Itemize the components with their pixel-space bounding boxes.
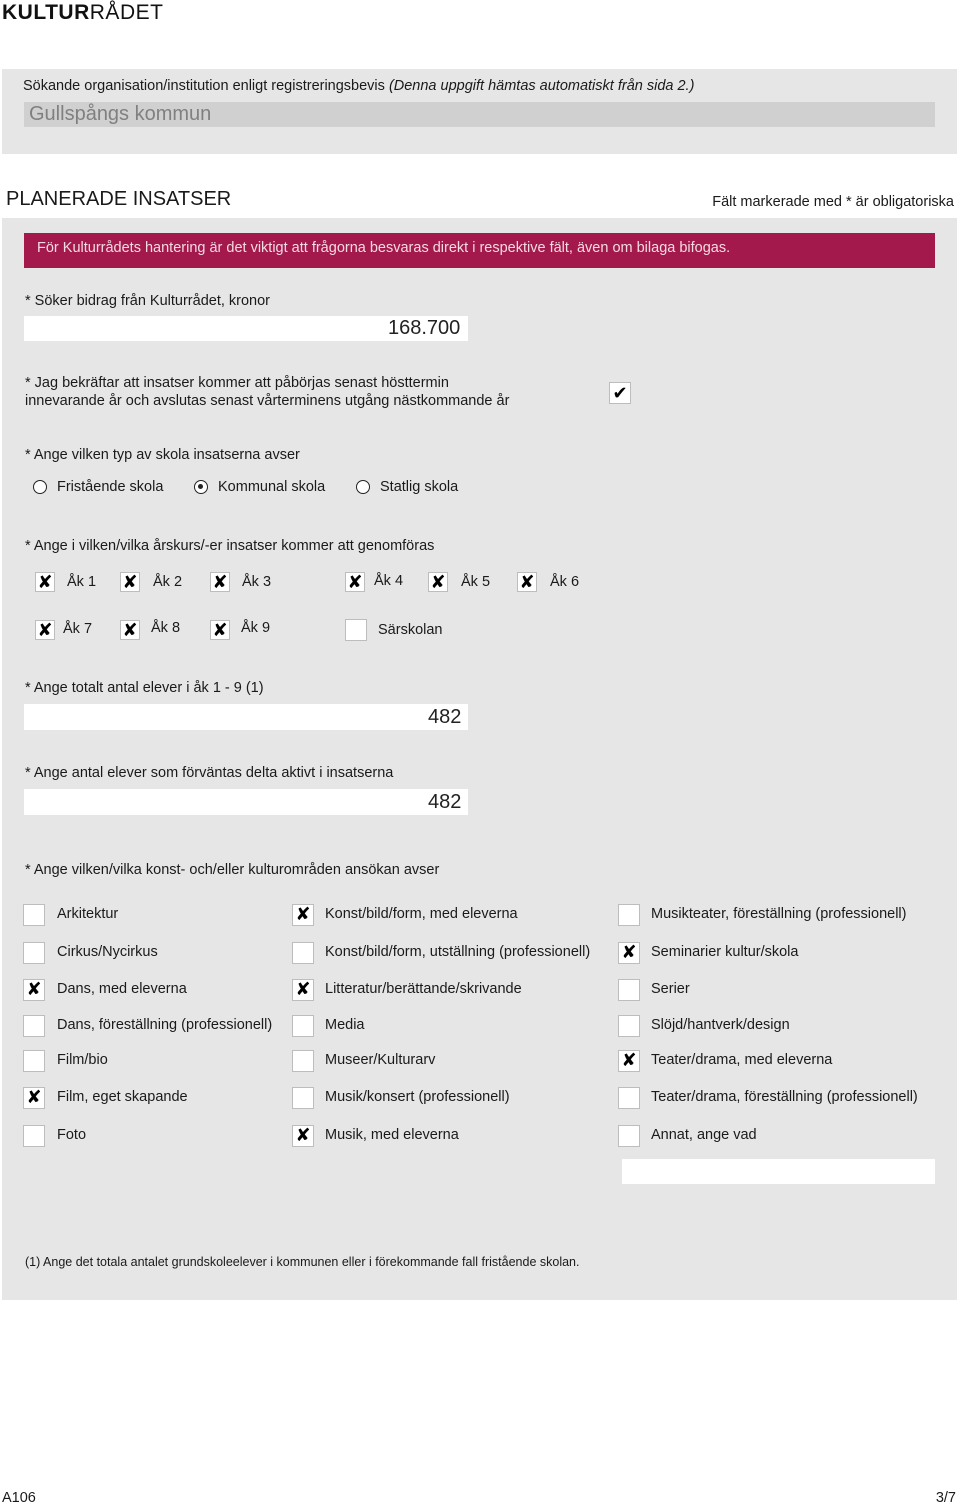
- section-title: PLANERADE INSATSER: [6, 188, 232, 210]
- grade-checkbox-ak6[interactable]: ✘: [517, 572, 537, 592]
- area-checkbox-teater-forestallning[interactable]: [618, 1087, 640, 1109]
- annat-input[interactable]: [622, 1159, 935, 1184]
- school-type-label: * Ange vilken typ av skola insatserna avser: [25, 447, 300, 463]
- area-label-musikteater: Musikteater, föreställning (professionell): [651, 906, 907, 922]
- grade-label-ak8: Åk 8: [151, 620, 181, 636]
- grade-checkbox-ak1[interactable]: ✘: [35, 572, 55, 592]
- area-label-teater-forestallning: Teater/drama, föreställning (professionell): [651, 1089, 918, 1105]
- area-checkbox-dans-med-eleverna[interactable]: ✘: [23, 979, 45, 1001]
- area-checkbox-serier[interactable]: [618, 979, 640, 1001]
- grade-checkbox-ak3[interactable]: ✘: [210, 572, 230, 592]
- required-note: Fält markerade med * är obligatoriska: [712, 194, 954, 210]
- grade-label-ak6: Åk 6: [550, 574, 580, 590]
- area-label-cirkus: Cirkus/Nycirkus: [57, 944, 158, 960]
- info-banner-text: För Kulturrådets hantering är det viktigt att frågorna besvaras direkt i respektive fält, även om bilaga bifogas.: [37, 240, 731, 256]
- confirm-checkbox[interactable]: ✔: [609, 382, 631, 404]
- active-students-field[interactable]: [24, 789, 468, 815]
- area-checkbox-museer[interactable]: [292, 1050, 314, 1072]
- radio-label-fristaende: Fristående skola: [57, 479, 164, 495]
- radio-statlig-skola[interactable]: [356, 480, 370, 494]
- area-checkbox-teater-med-eleverna[interactable]: ✘: [618, 1050, 640, 1072]
- area-checkbox-seminarier[interactable]: ✘: [618, 942, 640, 964]
- area-label-musik-med-eleverna: Musik, med eleverna: [325, 1127, 459, 1143]
- applicant-value: Gullspångs kommun: [29, 103, 212, 125]
- area-label-dans-med-eleverna: Dans, med eleverna: [57, 981, 187, 997]
- kulturradet-logo: KULTURRÅDET: [2, 1, 164, 24]
- area-checkbox-litteratur[interactable]: ✘: [292, 979, 314, 1001]
- grade-checkbox-ak4[interactable]: ✘: [345, 572, 365, 592]
- area-checkbox-konst-med-eleverna[interactable]: ✘: [292, 904, 314, 926]
- grade-checkbox-ak5[interactable]: ✘: [428, 572, 448, 592]
- grade-checkbox-sarskolan[interactable]: [345, 619, 367, 641]
- form-id: A106: [2, 1490, 36, 1506]
- grade-checkbox-ak7[interactable]: ✘: [35, 620, 55, 640]
- area-checkbox-film-bio[interactable]: [23, 1050, 45, 1072]
- area-checkbox-musikteater[interactable]: [618, 904, 640, 926]
- area-checkbox-film-eget-skapande[interactable]: ✘: [23, 1087, 45, 1109]
- grades-label: * Ange i vilken/vilka årskurs/-er insatser kommer att genomföras: [25, 538, 435, 554]
- area-checkbox-annat[interactable]: [618, 1125, 640, 1147]
- radio-label-statlig: Statlig skola: [380, 479, 459, 495]
- area-label-musik-konsert: Musik/konsert (professionell): [325, 1089, 510, 1105]
- area-checkbox-arkitektur[interactable]: [23, 904, 45, 926]
- area-checkbox-musik-med-eleverna[interactable]: ✘: [292, 1125, 314, 1147]
- amount-label: * Söker bidrag från Kulturrådet, kronor: [25, 293, 271, 309]
- area-checkbox-foto[interactable]: [23, 1125, 45, 1147]
- area-label-arkitektur: Arkitektur: [57, 906, 119, 922]
- grade-label-ak1: Åk 1: [67, 574, 97, 590]
- areas-label: * Ange vilken/vilka konst- och/eller kulturområden ansökan avser: [25, 862, 440, 878]
- area-checkbox-musik-konsert[interactable]: [292, 1087, 314, 1109]
- area-label-litteratur: Litteratur/berättande/skrivande: [325, 981, 522, 997]
- grade-label-ak4: Åk 4: [374, 573, 404, 589]
- total-students-field[interactable]: [24, 704, 468, 730]
- area-checkbox-dans-forestallning[interactable]: [23, 1015, 45, 1037]
- applicant-label: Sökande organisation/institution enligt registreringsbevis (Denna uppgift hämtas automatiskt från sida 2.): [23, 78, 695, 94]
- grade-label-ak7: Åk 7: [63, 621, 93, 637]
- area-checkbox-media[interactable]: [292, 1015, 314, 1037]
- active-students-value: 482: [428, 791, 462, 813]
- area-label-seminarier: Seminarier kultur/skola: [651, 944, 799, 960]
- area-label-dans-forestallning: Dans, föreställning (professionell): [57, 1017, 273, 1033]
- amount-value: 168.700: [388, 317, 461, 339]
- area-label-annat: Annat, ange vad: [651, 1127, 757, 1143]
- grade-label-ak2: Åk 2: [153, 574, 183, 590]
- grade-checkbox-ak9[interactable]: ✘: [210, 620, 230, 640]
- radio-kommunal-skola[interactable]: [194, 480, 208, 494]
- area-label-serier: Serier: [651, 981, 690, 997]
- grade-label-ak5: Åk 5: [461, 574, 491, 590]
- active-students-label: * Ange antal elever som förväntas delta aktivt i insatserna: [25, 765, 394, 781]
- confirm-text-line1: * Jag bekräftar att insatser kommer att påbörjas senast hösttermin: [25, 375, 449, 391]
- area-label-media: Media: [325, 1017, 365, 1033]
- grade-label-ak3: Åk 3: [242, 574, 272, 590]
- page-number: 3/7: [935, 1490, 956, 1506]
- area-label-konst-med-eleverna: Konst/bild/form, med eleverna: [325, 906, 518, 922]
- grade-checkbox-ak2[interactable]: ✘: [120, 572, 140, 592]
- confirm-text-line2: innevarande år och avslutas senast vårterminens utgång nästkommande år: [25, 393, 510, 409]
- area-label-museer: Museer/Kulturarv: [325, 1052, 436, 1068]
- area-label-slojd: Slöjd/hantverk/design: [651, 1017, 790, 1033]
- footnote: (1) Ange det totala antalet grundskoleelever i kommunen eller i förekommande fall fristående skolan.: [25, 1255, 580, 1269]
- area-label-teater-med-eleverna: Teater/drama, med eleverna: [651, 1052, 833, 1068]
- radio-label-kommunal: Kommunal skola: [218, 479, 326, 495]
- total-students-value: 482: [428, 706, 462, 728]
- area-checkbox-cirkus[interactable]: [23, 942, 45, 964]
- area-label-foto: Foto: [57, 1127, 87, 1143]
- area-label-film-bio: Film/bio: [57, 1052, 108, 1068]
- radio-fristaende-skola[interactable]: [33, 480, 47, 494]
- grade-checkbox-ak8[interactable]: ✘: [120, 620, 140, 640]
- total-students-label: * Ange totalt antal elever i åk 1 - 9 (1): [25, 680, 264, 696]
- area-label-film-eget-skapande: Film, eget skapande: [57, 1089, 188, 1105]
- grade-label-ak9: Åk 9: [241, 620, 271, 636]
- grade-label-sarskolan: Särskolan: [378, 622, 443, 638]
- area-checkbox-slojd[interactable]: [618, 1015, 640, 1037]
- area-label-konst-utstallning: Konst/bild/form, utställning (professionell): [325, 944, 591, 960]
- area-checkbox-konst-utstallning[interactable]: [292, 942, 314, 964]
